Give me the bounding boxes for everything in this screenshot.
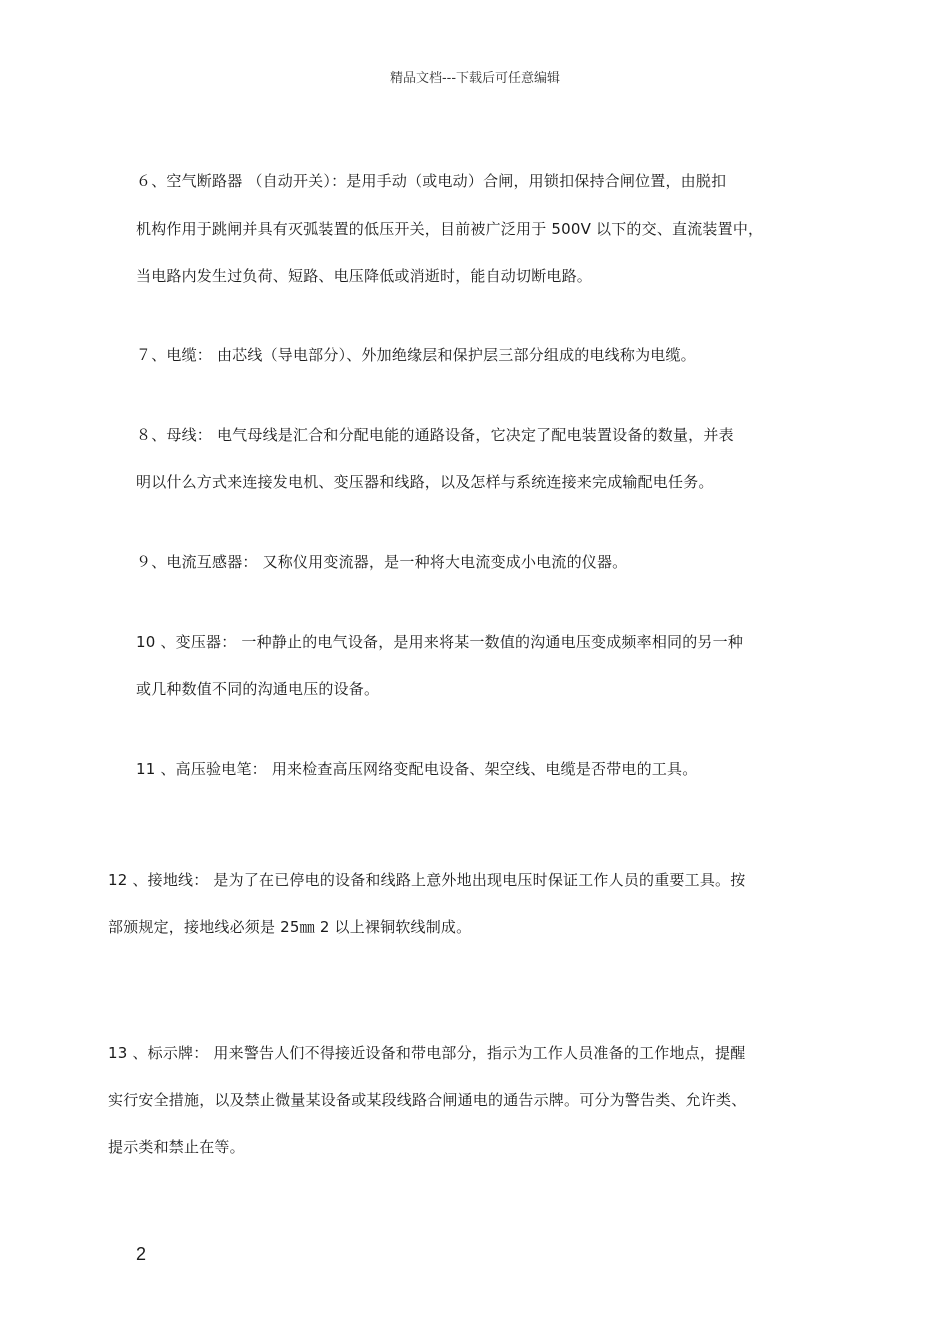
text-line: ７、电缆： 由芯线（导电部分）、外加绝缘层和保护层三部分组成的电线称为电缆。: [136, 346, 696, 364]
text-line: 机构作用于跳闸并具有灭弧装置的低压开关，目前被广泛用于 500V 以下的交、直流装置中，: [136, 220, 764, 238]
text-line: ９、电流互感器： 又称仪用变流器，是一种将大电流变成小电流的仪器。: [136, 553, 628, 571]
text-line: 提示类和禁止在等。: [108, 1138, 245, 1156]
text-line: 10 、变压器： 一种静止的电气设备，是用来将某一数值的沟通电压变成频率相同的另一种: [136, 633, 744, 651]
text-line: 部颁规定，接地线必须是 25㎜ 2 以上裸铜软线制成。: [108, 918, 472, 936]
text-line: 12 、接地线： 是为了在已停电的设备和线路上意外地出现电压时保证工作人员的重要工具。按: [108, 871, 746, 889]
page-header: 精品文档---下载后可任意编辑: [389, 71, 561, 86]
text-line: ８、母线： 电气母线是汇合和分配电能的通路设备，它决定了配电装置设备的数量，并表: [136, 426, 734, 444]
text-line: 实行安全措施，以及禁止微量某设备或某段线路合闸通电的通告示牌。可分为警告类、允许类、: [108, 1091, 747, 1109]
text-line: ６、空气断路器 （自动开关）：是用手动（或电动）合闸，用锁扣保持合闸位置，由脱扣: [136, 172, 727, 190]
page-number: 2: [136, 1244, 147, 1264]
text-line: 明以什么方式来连接发电机、变压器和线路，以及怎样与系统连接来完成输配电任务。: [136, 473, 714, 491]
text-line: 13 、标示牌： 用来警告人们不得接近设备和带电部分，指示为工作人员准备的工作地点，提醒: [108, 1044, 746, 1062]
text-line: 当电路内发生过负荷、短路、电压降低或消逝时，能自动切断电路。: [136, 267, 593, 285]
text-line: 或几种数值不同的沟通电压的设备。: [136, 680, 380, 698]
text-line: 11 、高压验电笔： 用来检查高压网络变配电设备、架空线、电缆是否带电的工具。: [136, 760, 698, 778]
